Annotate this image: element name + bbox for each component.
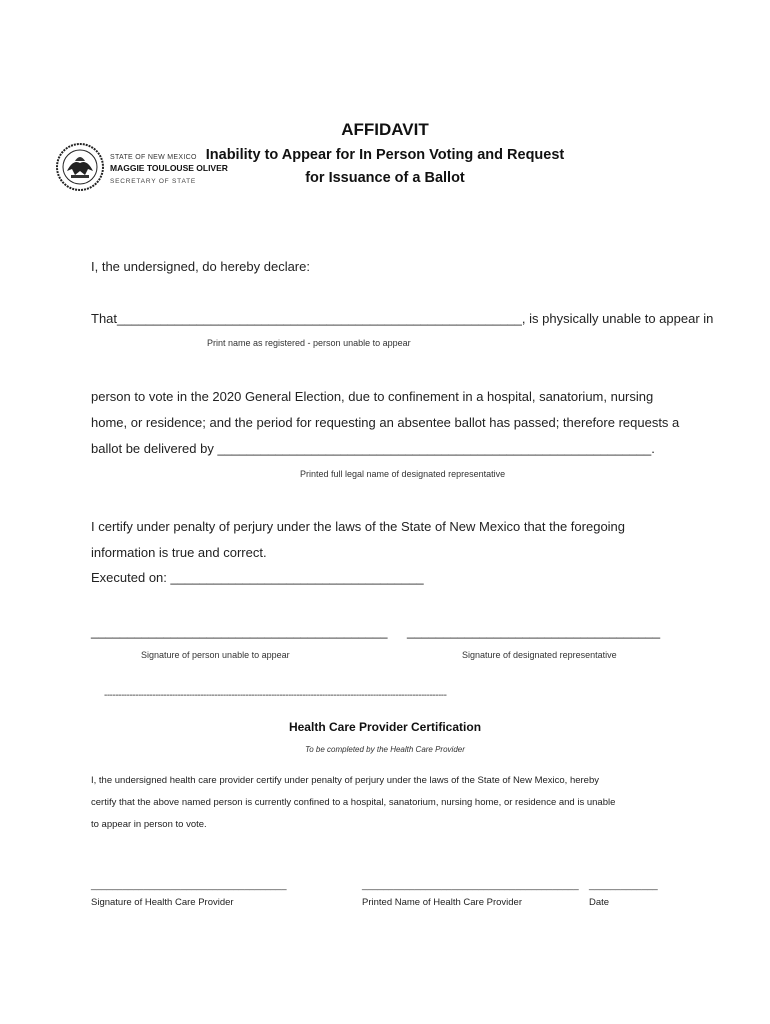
state-line: STATE OF NEW MEXICO <box>110 154 197 161</box>
secretary-name: MAGGIE TOULOUSE OLIVER <box>110 163 228 173</box>
office-line: SECRETARY OF STATE <box>110 178 197 185</box>
hcp-text-line-2: certify that the above named person is currently confined to a hospital, sanatorium, nursing home, or residence and is unable <box>91 797 616 808</box>
certify-line-2: information is true and correct. <box>91 545 267 560</box>
hcp-title: Health Care Provider Certification <box>288 720 482 734</box>
voter-signature-line[interactable]: _________________________________________ <box>91 624 388 639</box>
affidavit-paragraph-line-2: home, or residence; and the period for requesting an absentee ballot has passed; therefore requests a <box>91 415 680 430</box>
voter-name-caption: Print name as registered - person unable to appear <box>207 338 411 348</box>
hcp-date-label: Date <box>589 897 610 908</box>
page-subtitle-2: for Issuance of a Ballot <box>305 170 465 186</box>
voter-name-line[interactable]: That________________________________________________________, is physically unable to appear in <box>91 311 714 326</box>
voter-signature-caption: Signature of person unable to appear <box>141 650 290 660</box>
hcp-printed-name-line[interactable]: _________________________________________ <box>362 880 579 891</box>
hcp-subtitle: To be completed by the Health Care Provider <box>305 745 465 754</box>
page-title: AFFIDAVIT <box>341 120 429 139</box>
representative-name-line[interactable]: ballot be delivered by ____________________________________________________________. <box>91 441 655 456</box>
hcp-date-line[interactable]: _____________ <box>589 880 658 891</box>
hcp-signature-line[interactable]: _____________________________________ <box>91 880 287 891</box>
representative-signature-caption: Signature of designated representative <box>462 650 617 660</box>
hcp-signature-label: Signature of Health Care Provider <box>91 897 234 908</box>
executed-on-field[interactable]: Executed on: ___________________________________ <box>91 570 424 585</box>
page-subtitle-1: Inability to Appear for In Person Voting and Request <box>205 147 565 163</box>
hcp-text-line-1: I, the undersigned health care provider certify under penalty of perjury under the laws of the State of New Mexico, hereby <box>91 775 600 786</box>
representative-signature-line[interactable]: ___________________________________ <box>407 624 661 639</box>
certify-line-1: I certify under penalty of perjury under the laws of the State of New Mexico that the foregoing <box>91 519 626 534</box>
representative-caption: Printed full legal name of designated representative <box>300 469 506 479</box>
hcp-printed-name-label: Printed Name of Health Care Provider <box>362 897 522 908</box>
section-divider: ------------------------------------------------------------------------------------------------------------------------- <box>104 690 447 701</box>
declaration-intro: I, the undersigned, do hereby declare: <box>91 259 310 274</box>
hcp-text-line-3: to appear in person to vote. <box>91 819 207 830</box>
affidavit-paragraph-line-1: person to vote in the 2020 General Election, due to confinement in a hospital, sanatorium, nursing <box>91 389 654 404</box>
